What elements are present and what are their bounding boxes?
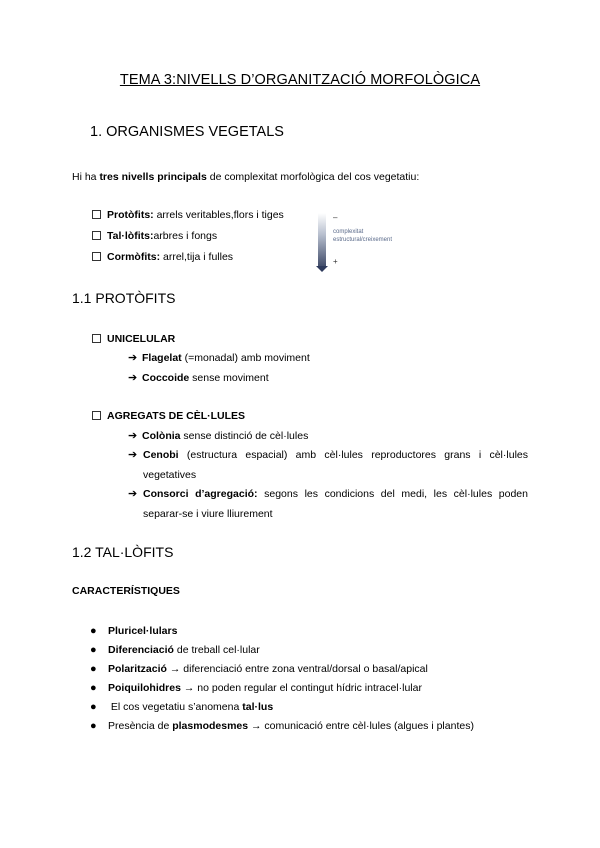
list-item: ➔ Colònia sense distinció de cèl·lules (128, 426, 308, 446)
bullet-icon: ● (90, 663, 97, 675)
bullet-item: ● Pluricel·lulars (90, 621, 177, 641)
intro-text: Hi ha tres nivells principals de complexitat morfològica del cos vegetatiu: (72, 171, 420, 183)
bullet-icon: ● (90, 720, 97, 732)
bullet-icon: ● (90, 644, 97, 656)
scale-label: estructural/creixement (333, 237, 393, 243)
level-item: Cormòfits: arrel,tija i fulles (92, 247, 233, 267)
subheading-caracteristiques: CARACTERÍSTIQUES (72, 585, 180, 597)
level-item: Tal·lòfits:arbres i fongs (92, 226, 217, 246)
scale-label: complexitat (333, 229, 364, 235)
list-item (128, 445, 142, 465)
bullet-icon: ● (90, 625, 97, 637)
arrow-right-icon: ➔ (128, 430, 138, 442)
bullet-item: ● Poiquilohidres → no poden regular el contingut hídric intracel·lular (90, 678, 422, 698)
scale-minus: – (333, 213, 338, 222)
bullet-item: ● Polarització → diferenciació entre zona ventral/dorsal o basal/apical (90, 659, 428, 679)
checkbox-icon[interactable] (92, 334, 101, 343)
section-heading-organismes: 1. ORGANISMES VEGETALS (90, 124, 284, 140)
list-item (128, 484, 142, 504)
checkbox-icon[interactable] (92, 231, 101, 240)
arrow-down-icon (316, 266, 328, 272)
document-title: TEMA 3:NIVELLS D’ORGANITZACIÓ MORFOLÒGICA (119, 72, 481, 88)
bullet-item: ● Diferenciació de treball cel·lular (90, 640, 260, 660)
bullet-item: ● El cos vegetatiu s’anomena tal·lus (90, 697, 273, 717)
list-item-text: Cenobi (estructura espacial) amb cèl·lules reproductores grans i cèl·lules vegetatives (143, 449, 528, 481)
section-heading-tallofits: 1.2 TAL·LÒFITS (72, 544, 174, 560)
section-heading-protofits: 1.1 PROTÒFITS (72, 290, 176, 306)
list-item: ➔ Coccoide sense moviment (128, 368, 269, 388)
arrow-right-icon: ➔ (128, 352, 138, 364)
arrow-right-icon: ➔ (128, 372, 138, 384)
arrow-right-icon: ➔ (128, 488, 138, 500)
bullet-item: ● Presència de plasmodesmes → comunicació entre cèl·lules (algues i plantes) (90, 716, 474, 736)
checkbox-icon[interactable] (92, 411, 101, 420)
complexity-gradient-arrow (318, 213, 326, 267)
group-unicelular: UNICELULAR (92, 329, 175, 349)
list-item: ➔ Flagelat (=monadal) amb moviment (128, 348, 310, 368)
list-item-text: Consorci d’agregació: segons les condicions del medi, les cèl·lules poden separar-se i viure lliurement (143, 488, 528, 520)
checkbox-icon[interactable] (92, 252, 101, 261)
checkbox-icon[interactable] (92, 210, 101, 219)
scale-plus: + (333, 257, 338, 266)
level-item: Protòfits: arrels veritables,flors i tiges (92, 205, 284, 225)
group-agregats: AGREGATS DE CÈL·LULES (92, 406, 245, 426)
arrow-right-icon: ➔ (128, 449, 138, 461)
bullet-icon: ● (90, 701, 97, 713)
bullet-icon: ● (90, 682, 97, 694)
